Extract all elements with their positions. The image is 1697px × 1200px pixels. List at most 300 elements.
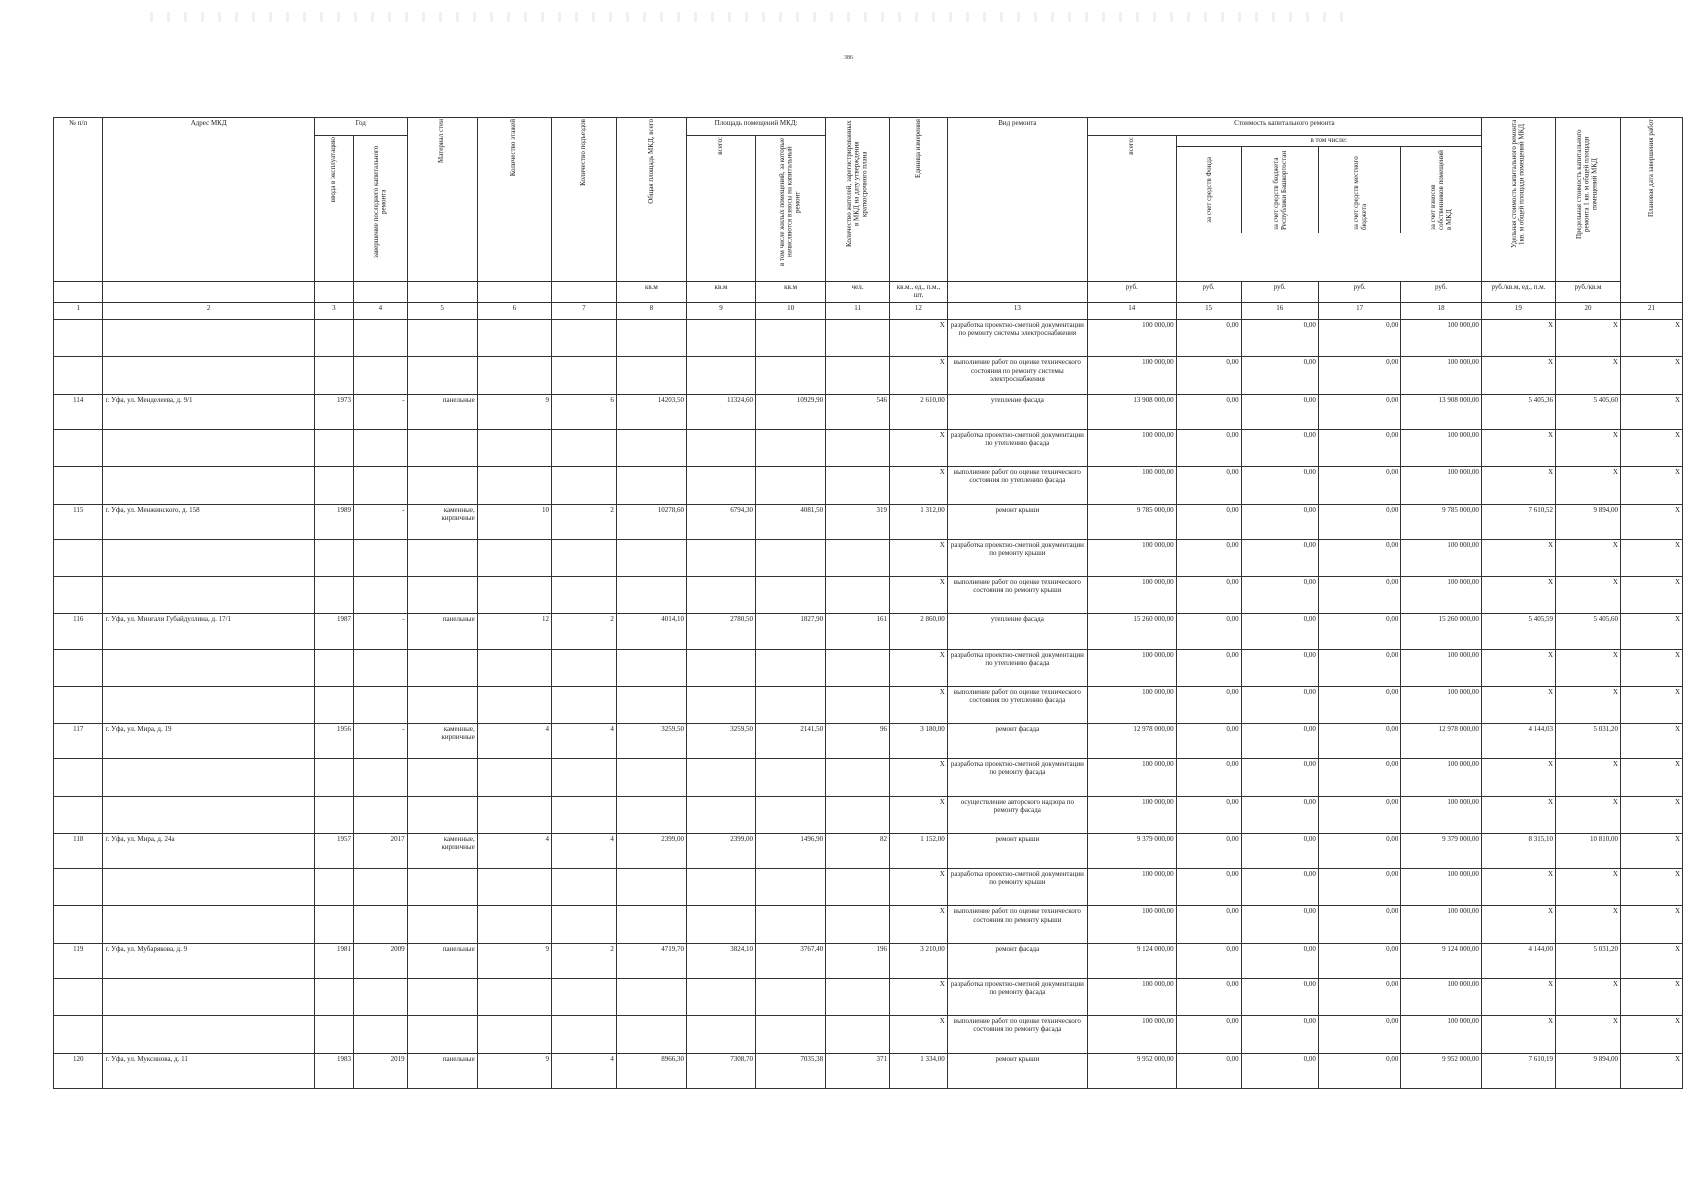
cost-republic: 0,00: [1241, 504, 1318, 539]
empty-cell: [551, 796, 616, 833]
empty-cell: [354, 467, 408, 504]
residents-count: 371: [826, 1053, 890, 1088]
page-number: 386: [844, 55, 853, 61]
column-number: 15: [1176, 302, 1241, 320]
floors-count: 10: [477, 504, 551, 539]
empty-cell: [616, 357, 686, 394]
address-cell: г. Уфа, ул. Менжинского, д. 158: [103, 504, 314, 539]
empty-cell: [314, 357, 353, 394]
floors-count: 9: [477, 943, 551, 978]
max-cost: X: [1556, 686, 1621, 723]
empty-cell: [686, 429, 755, 466]
cost-total: 100 000,00: [1087, 686, 1176, 723]
work-subrow: [54, 429, 1683, 466]
empty-cell: [477, 1016, 551, 1053]
empty-cell: [477, 320, 551, 357]
floors-count: 12: [477, 614, 551, 649]
empty-cell: [103, 649, 314, 686]
unit-cost: X: [1481, 906, 1555, 943]
empty-cell: [407, 320, 477, 357]
empty-cell: [407, 649, 477, 686]
empty-cell: [756, 906, 826, 943]
empty-cell: [354, 686, 408, 723]
column-number: 14: [1087, 302, 1176, 320]
year-last-repair: -: [354, 614, 408, 649]
empty-cell: [826, 1016, 890, 1053]
deadline-mark: X: [1620, 649, 1682, 686]
empty-cell: [756, 320, 826, 357]
empty-cell: [407, 759, 477, 796]
quantity-mark: X: [890, 796, 948, 833]
cost-republic: 0,00: [1241, 724, 1318, 759]
work-subrow: [54, 320, 1683, 357]
cost-fund: 0,00: [1176, 614, 1241, 649]
hdr-republic-budget: за счет средств бюджета Республики Башкортостан: [1242, 147, 1319, 233]
empty-cell: [407, 978, 477, 1015]
work-type: разработка проектно-сметной документации по ремонту крыши: [947, 869, 1087, 906]
empty-cell: [103, 539, 314, 576]
empty-cell: [314, 796, 353, 833]
deadline-mark: X: [1620, 539, 1682, 576]
work-type: ремонт крыши: [947, 834, 1087, 869]
empty-cell: [686, 357, 755, 394]
empty-cell: [551, 320, 616, 357]
address-cell: г. Уфа, ул. Мингали Губайдуллина, д. 17/1: [103, 614, 314, 649]
column-number: 12: [890, 302, 948, 320]
empty-cell: [616, 906, 686, 943]
capital-repair-table: [53, 117, 1683, 1089]
column-number: 4: [354, 302, 408, 320]
address-cell: г. Уфа, ул. Менделеева, д. 9/1: [103, 394, 314, 429]
cost-fund: 0,00: [1176, 759, 1241, 796]
empty-cell: [103, 869, 314, 906]
entrances-count: 2: [551, 504, 616, 539]
cost-fund: 0,00: [1176, 320, 1241, 357]
empty-cell: [551, 978, 616, 1015]
empty-cell: [477, 357, 551, 394]
cost-local: 0,00: [1318, 539, 1400, 576]
floors-count: 9: [477, 1053, 551, 1088]
work-type: осуществление авторского надзора по ремонту фасада: [947, 796, 1087, 833]
empty-cell: [314, 906, 353, 943]
residents-count: 546: [826, 394, 890, 429]
unit-cost: X: [1481, 686, 1555, 723]
premises-area: 11324,60: [686, 394, 755, 429]
cost-total: 9 379 000,00: [1087, 834, 1176, 869]
empty-cell: [826, 320, 890, 357]
total-area: 4014,10: [616, 614, 686, 649]
wall-material: каменные, кирпичные: [407, 724, 477, 759]
empty-cell: [477, 869, 551, 906]
unit-residents: чел.: [826, 281, 890, 302]
deadline-mark: X: [1620, 357, 1682, 394]
year-last-repair: 2009: [354, 943, 408, 978]
max-cost: X: [1556, 978, 1621, 1015]
house-row: [54, 504, 1683, 539]
max-cost: X: [1556, 539, 1621, 576]
empty-cell: [103, 357, 314, 394]
row-number: 117: [54, 724, 103, 759]
deadline-mark: X: [1620, 759, 1682, 796]
quantity-mark: X: [890, 320, 948, 357]
unit-cost: X: [1481, 467, 1555, 504]
premises-area: 2780,50: [686, 614, 755, 649]
empty-cell: [756, 1016, 826, 1053]
cost-republic: 0,00: [1241, 686, 1318, 723]
house-row: [54, 834, 1683, 869]
column-number: 5: [407, 302, 477, 320]
year-last-repair: -: [354, 724, 408, 759]
empty-cell: [54, 577, 103, 614]
unit-cost: X: [1481, 539, 1555, 576]
empty-cell: [826, 357, 890, 394]
empty-cell: [826, 577, 890, 614]
work-subrow: [54, 467, 1683, 504]
unit-cost: X: [1481, 320, 1555, 357]
hdr-cost-total: всего:: [1087, 135, 1176, 281]
empty-cell: [407, 796, 477, 833]
empty-cell: [103, 577, 314, 614]
unit-measure: кв.м., ед., п.м., шт.: [890, 281, 948, 302]
deadline-mark: X: [1620, 429, 1682, 466]
year-last-repair: -: [354, 394, 408, 429]
empty-cell: [354, 577, 408, 614]
wall-material: панельные: [407, 1053, 477, 1088]
quantity: 3 180,00: [890, 724, 948, 759]
column-numbers-row: [54, 302, 1683, 320]
max-cost: X: [1556, 1016, 1621, 1053]
empty-cell: [686, 649, 755, 686]
empty-cell: [756, 649, 826, 686]
column-number: 18: [1401, 302, 1481, 320]
cost-owners: 100 000,00: [1401, 686, 1481, 723]
cost-fund: 0,00: [1176, 539, 1241, 576]
cost-republic: 0,00: [1241, 357, 1318, 394]
cost-local: 0,00: [1318, 320, 1400, 357]
quantity: 2 860,00: [890, 614, 948, 649]
work-type: разработка проектно-сметной документации по ремонту фасада: [947, 978, 1087, 1015]
deadline-mark: X: [1620, 1016, 1682, 1053]
deadline-mark: X: [1620, 869, 1682, 906]
max-cost: X: [1556, 320, 1621, 357]
empty-cell: [477, 649, 551, 686]
max-cost: X: [1556, 429, 1621, 466]
year-commission: 1956: [314, 724, 353, 759]
cost-fund: 0,00: [1176, 834, 1241, 869]
empty-cell: [407, 577, 477, 614]
floors-count: 4: [477, 834, 551, 869]
premises-area: 3259,50: [686, 724, 755, 759]
hdr-premises-fees: в том числе жилых помещений, за которые начисляются взносы на капитальный ремонт: [756, 135, 826, 281]
premises-area: 6794,30: [686, 504, 755, 539]
work-type: выполнение работ по оценке технического состояния по ремонту крыши: [947, 906, 1087, 943]
empty-cell: [756, 577, 826, 614]
empty-cell: [551, 357, 616, 394]
deadline-mark: X: [1620, 504, 1682, 539]
entrances-count: 4: [551, 834, 616, 869]
deadline-mark: X: [1620, 686, 1682, 723]
empty-cell: [551, 539, 616, 576]
unit-cost: X: [1481, 357, 1555, 394]
unit-cost: 7 610,52: [1481, 504, 1555, 539]
empty-cell: [407, 357, 477, 394]
empty-cell: [54, 429, 103, 466]
deadline-mark: X: [1620, 577, 1682, 614]
year-commission: 1957: [314, 834, 353, 869]
empty-cell: [551, 649, 616, 686]
work-type: выполнение работ по оценке технического состояния по утеплению фасада: [947, 686, 1087, 723]
max-cost: 5 405,60: [1556, 614, 1621, 649]
empty-cell: [616, 429, 686, 466]
unit-premises-total: кв.м: [686, 281, 755, 302]
hdr-including: в том числе:: [1177, 136, 1481, 147]
empty-cell: [477, 759, 551, 796]
empty-cell: [477, 686, 551, 723]
cost-republic: 0,00: [1241, 320, 1318, 357]
work-subrow: [54, 906, 1683, 943]
work-subrow: [54, 686, 1683, 723]
premises-area-fees: 3767,40: [756, 943, 826, 978]
max-cost: 9 894,00: [1556, 504, 1621, 539]
unit-cost: X: [1481, 869, 1555, 906]
cost-owners: 13 908 000,00: [1401, 394, 1481, 429]
cost-local: 0,00: [1318, 759, 1400, 796]
empty-cell: [551, 429, 616, 466]
unit-cost: 5 405,36: [1481, 394, 1555, 429]
cost-local: 0,00: [1318, 357, 1400, 394]
quantity-mark: X: [890, 906, 948, 943]
empty-cell: [54, 978, 103, 1015]
empty-cell: [54, 759, 103, 796]
cost-fund: 0,00: [1176, 649, 1241, 686]
cost-owners: 100 000,00: [1401, 906, 1481, 943]
cost-total: 100 000,00: [1087, 796, 1176, 833]
empty-cell: [616, 539, 686, 576]
hdr-address: Адрес МКД: [103, 118, 314, 282]
empty-cell: [756, 869, 826, 906]
empty-cell: [477, 577, 551, 614]
hdr-no: № п/п: [54, 118, 103, 282]
cost-fund: 0,00: [1176, 467, 1241, 504]
cost-local: 0,00: [1318, 577, 1400, 614]
empty-cell: [103, 906, 314, 943]
cost-local: 0,00: [1318, 1016, 1400, 1053]
quantity-mark: X: [890, 539, 948, 576]
empty-cell: [354, 649, 408, 686]
deadline-mark: X: [1620, 467, 1682, 504]
cost-republic: 0,00: [1241, 1053, 1318, 1088]
scan-noise: [150, 12, 1350, 22]
house-row: [54, 394, 1683, 429]
row-number: 114: [54, 394, 103, 429]
address-cell: г. Уфа, ул. Мира, д. 24а: [103, 834, 314, 869]
cost-republic: 0,00: [1241, 429, 1318, 466]
column-number: 7: [551, 302, 616, 320]
empty-cell: [686, 796, 755, 833]
cost-total: 100 000,00: [1087, 467, 1176, 504]
total-area: 3259,50: [616, 724, 686, 759]
cost-owners: 100 000,00: [1401, 577, 1481, 614]
empty-cell: [354, 759, 408, 796]
work-type: выполнение работ по оценке технического состояния по ремонту крыши: [947, 577, 1087, 614]
empty-cell: [54, 649, 103, 686]
cost-fund: 0,00: [1176, 394, 1241, 429]
column-number: 21: [1620, 302, 1682, 320]
empty-cell: [103, 686, 314, 723]
house-row: [54, 1053, 1683, 1088]
work-subrow: [54, 978, 1683, 1015]
cost-republic: 0,00: [1241, 614, 1318, 649]
hdr-total-area: Общая площадь МКД, всего: [616, 118, 686, 282]
hdr-including-block: [1176, 135, 1481, 281]
empty-cell: [354, 539, 408, 576]
hdr-wall-material: Материал стен: [407, 118, 477, 282]
cost-owners: 100 000,00: [1401, 649, 1481, 686]
quantity-mark: X: [890, 1016, 948, 1053]
empty-cell: [756, 357, 826, 394]
work-type: разработка проектно-сметной документации по ремонту фасада: [947, 759, 1087, 796]
empty-cell: [686, 759, 755, 796]
column-number: 1: [54, 302, 103, 320]
work-subrow: [54, 1016, 1683, 1053]
empty-cell: [314, 320, 353, 357]
cost-fund: 0,00: [1176, 577, 1241, 614]
cost-total: 100 000,00: [1087, 320, 1176, 357]
address-cell: г. Уфа, ул. Мубарякова, д. 9: [103, 943, 314, 978]
deadline-mark: X: [1620, 978, 1682, 1015]
cost-fund: 0,00: [1176, 1053, 1241, 1088]
hdr-max-cost: Предельная стоимость капитального ремонта 1 кв. м общей площади помещений МКД: [1556, 118, 1621, 282]
wall-material: каменные, кирпичные: [407, 504, 477, 539]
quantity-mark: X: [890, 978, 948, 1015]
residents-count: 96: [826, 724, 890, 759]
empty-cell: [314, 467, 353, 504]
cost-fund: 0,00: [1176, 796, 1241, 833]
empty-cell: [354, 1016, 408, 1053]
year-last-repair: 2019: [354, 1053, 408, 1088]
work-type: выполнение работ по оценке технического состояния по утеплению фасада: [947, 467, 1087, 504]
empty-cell: [407, 429, 477, 466]
quantity: 2 610,00: [890, 394, 948, 429]
empty-cell: [314, 686, 353, 723]
cost-owners: 100 000,00: [1401, 1016, 1481, 1053]
work-type: ремонт крыши: [947, 1053, 1087, 1088]
quantity-mark: X: [890, 686, 948, 723]
cost-owners: 100 000,00: [1401, 357, 1481, 394]
cost-owners: 100 000,00: [1401, 429, 1481, 466]
empty-cell: [314, 869, 353, 906]
year-last-repair: -: [354, 504, 408, 539]
empty-cell: [686, 1016, 755, 1053]
empty-cell: [407, 686, 477, 723]
work-type: утепление фасада: [947, 614, 1087, 649]
residents-count: 319: [826, 504, 890, 539]
max-cost: X: [1556, 759, 1621, 796]
deadline-mark: X: [1620, 614, 1682, 649]
cost-total: 13 908 000,00: [1087, 394, 1176, 429]
empty-cell: [756, 467, 826, 504]
cost-fund: 0,00: [1176, 357, 1241, 394]
column-number: 16: [1241, 302, 1318, 320]
column-number: 3: [314, 302, 353, 320]
work-type: выполнение работ по оценке технического состояния по ремонту системы электроснабжения: [947, 357, 1087, 394]
empty-cell: [756, 429, 826, 466]
empty-cell: [54, 906, 103, 943]
wall-material: панельные: [407, 614, 477, 649]
empty-cell: [407, 869, 477, 906]
cost-local: 0,00: [1318, 906, 1400, 943]
empty-cell: [103, 467, 314, 504]
empty-cell: [686, 539, 755, 576]
empty-cell: [616, 796, 686, 833]
cost-fund: 0,00: [1176, 504, 1241, 539]
cost-owners: 100 000,00: [1401, 320, 1481, 357]
empty-cell: [551, 577, 616, 614]
column-number: 2: [103, 302, 314, 320]
empty-cell: [826, 978, 890, 1015]
cost-owners: 9 379 000,00: [1401, 834, 1481, 869]
empty-cell: [686, 978, 755, 1015]
cost-republic: 0,00: [1241, 577, 1318, 614]
cost-fund: 0,00: [1176, 869, 1241, 906]
empty-cell: [616, 1016, 686, 1053]
cost-owners: 9 952 000,00: [1401, 1053, 1481, 1088]
address-cell: г. Уфа, ул. Муксинова, д. 11: [103, 1053, 314, 1088]
house-row: [54, 614, 1683, 649]
empty-cell: [54, 539, 103, 576]
unit-cost: 4 144,03: [1481, 724, 1555, 759]
quantity-mark: X: [890, 467, 948, 504]
max-cost: 10 810,00: [1556, 834, 1621, 869]
hdr-unit-measure: Единица измерения: [890, 118, 948, 282]
quantity: 1 312,00: [890, 504, 948, 539]
empty-cell: [407, 1016, 477, 1053]
hdr-year: Год: [314, 118, 407, 136]
cost-total: 9 785 000,00: [1087, 504, 1176, 539]
work-subrow: [54, 759, 1683, 796]
cost-total: 9 124 000,00: [1087, 943, 1176, 978]
quantity-mark: X: [890, 429, 948, 466]
work-subrow: [54, 649, 1683, 686]
unit-cost: X: [1481, 759, 1555, 796]
work-type: ремонт крыши: [947, 504, 1087, 539]
unit-cost: X: [1481, 649, 1555, 686]
premises-area: 3824,10: [686, 943, 755, 978]
cost-fund: 0,00: [1176, 724, 1241, 759]
cost-local: 0,00: [1318, 429, 1400, 466]
cost-fund: 0,00: [1176, 429, 1241, 466]
empty-cell: [477, 429, 551, 466]
empty-cell: [826, 759, 890, 796]
premises-area-fees: 1496,90: [756, 834, 826, 869]
cost-local: 0,00: [1318, 724, 1400, 759]
cost-republic: 0,00: [1241, 1016, 1318, 1053]
empty-cell: [103, 978, 314, 1015]
row-number: 115: [54, 504, 103, 539]
cost-total: 12 978 000,00: [1087, 724, 1176, 759]
entrances-count: 6: [551, 394, 616, 429]
column-number: 6: [477, 302, 551, 320]
cost-total: 100 000,00: [1087, 577, 1176, 614]
empty-cell: [826, 429, 890, 466]
cost-total: 100 000,00: [1087, 539, 1176, 576]
quantity-mark: X: [890, 649, 948, 686]
empty-cell: [686, 906, 755, 943]
empty-cell: [826, 869, 890, 906]
empty-cell: [54, 686, 103, 723]
entrances-count: 4: [551, 724, 616, 759]
empty-cell: [354, 429, 408, 466]
